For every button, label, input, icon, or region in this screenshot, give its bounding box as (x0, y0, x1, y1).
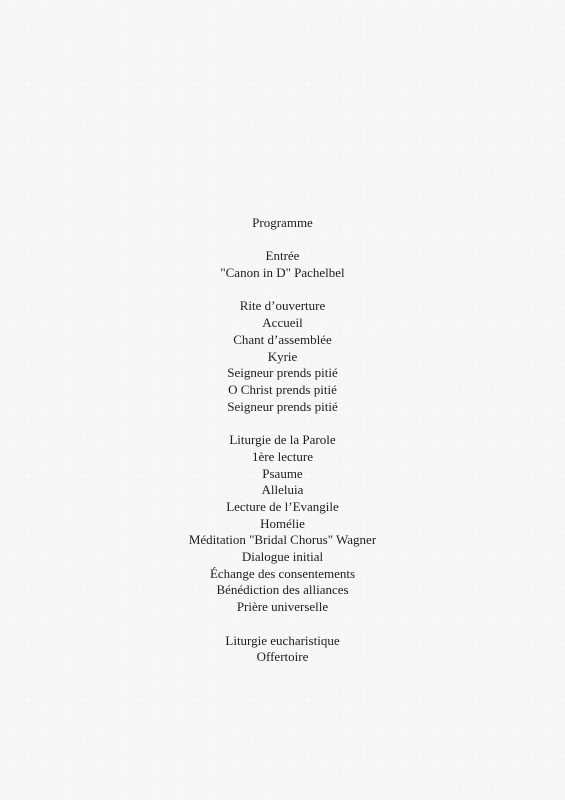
section-item: 1ère lecture (252, 448, 313, 464)
programme-title-block (0, 215, 565, 232)
section-heading: Liturgie eucharistique (225, 632, 340, 648)
section-item: Kyrie (267, 348, 298, 364)
section-item: Homélie (260, 515, 305, 531)
programme-title: Programme (252, 215, 313, 230)
section-item: Accueil (262, 315, 303, 331)
section-item: Psaume (262, 465, 303, 481)
section-item: Dialogue initial (241, 549, 324, 565)
section-item: Alleluia (261, 482, 304, 498)
section-item: Bénédiction des alliances (216, 582, 349, 598)
section-item: Chant d’assemblée (233, 331, 332, 347)
section-heading: Liturgie de la Parole (229, 432, 336, 448)
section-liturgie-parole (0, 432, 565, 616)
section-item: Seigneur prends pitié (227, 398, 338, 414)
section-item: Méditation "Bridal Chorus" Wagner (188, 532, 377, 548)
section-item: Prière universelle (236, 599, 329, 615)
section-item: Échange des consentements (209, 565, 356, 581)
section-liturgie-eucharistique (0, 633, 565, 666)
section-entree (0, 248, 565, 281)
section-item: O Christ prends pitié (228, 382, 337, 397)
section-item: Offertoire (256, 649, 309, 665)
section-item: "Canon in D" Pachelbel (220, 265, 345, 281)
section-item: Lecture de l’Evangile (226, 498, 339, 514)
section-heading: Rite d’ouverture (239, 298, 326, 314)
programme (0, 215, 565, 683)
section-rite-ouverture (0, 298, 565, 415)
section-item: Seigneur prends pitié (227, 365, 338, 381)
section-heading: Entrée (265, 248, 300, 264)
